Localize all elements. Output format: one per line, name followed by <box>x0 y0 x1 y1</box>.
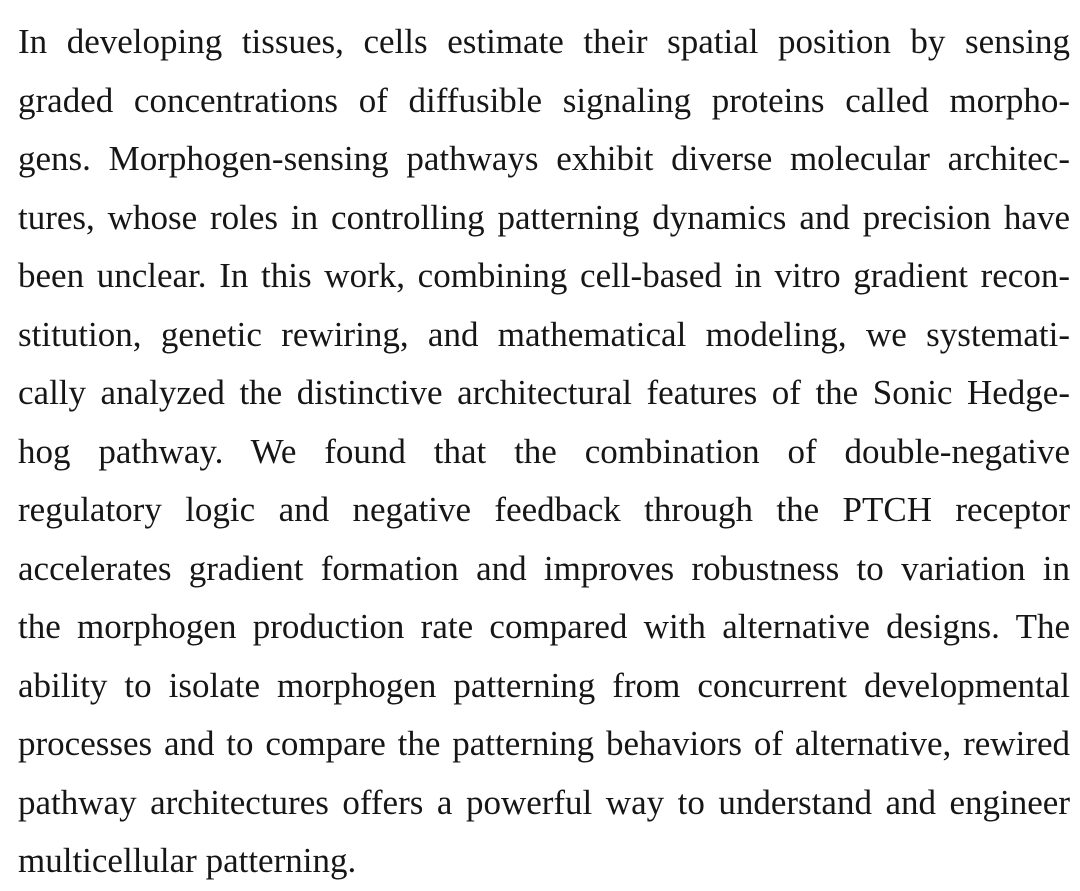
abstract-line-8: hog pathway. We found that the combination of double-negative <box>18 431 1070 471</box>
abstract-line-3: gens. Morphogen-sensing pathways exhibit diverse molecular architec- <box>18 139 1070 178</box>
abstract-line-12: ability to isolate morphogen patterning from concurrent developmental <box>18 665 1070 705</box>
abstract-line-6: stitution, genetic rewiring, and mathematical modeling, we systemati- <box>18 314 1070 354</box>
abstract-line-10: accelerates gradient formation and improves robustness to variation in <box>18 548 1070 588</box>
abstract-paragraph <box>18 13 1070 891</box>
abstract-line-2: graded concentrations of diffusible signaling proteins called morpho- <box>18 80 1070 120</box>
abstract-line-9: regulatory logic and negative feedback through the PTCH receptor <box>18 490 1070 529</box>
abstract-line-11: the morphogen production rate compared with alternative designs. The <box>18 607 1070 646</box>
abstract-line-13: processes and to compare the patterning behaviors of alternative, rewired <box>18 724 1070 763</box>
abstract-line-1: In developing tissues, cells estimate their spatial position by sensing <box>18 22 1070 61</box>
abstract-line-5: been unclear. In this work, combining cell-based in vitro gradient recon- <box>18 256 1070 295</box>
abstract-line-7: cally analyzed the distinctive architectural features of the Sonic Hedge- <box>18 373 1070 412</box>
abstract-line-14: pathway architectures offers a powerful way to understand and engineer <box>18 782 1070 822</box>
abstract-line-4: tures, whose roles in controlling patterning dynamics and precision have <box>18 197 1070 237</box>
abstract-line-15: multicellular patterning. <box>18 841 357 880</box>
